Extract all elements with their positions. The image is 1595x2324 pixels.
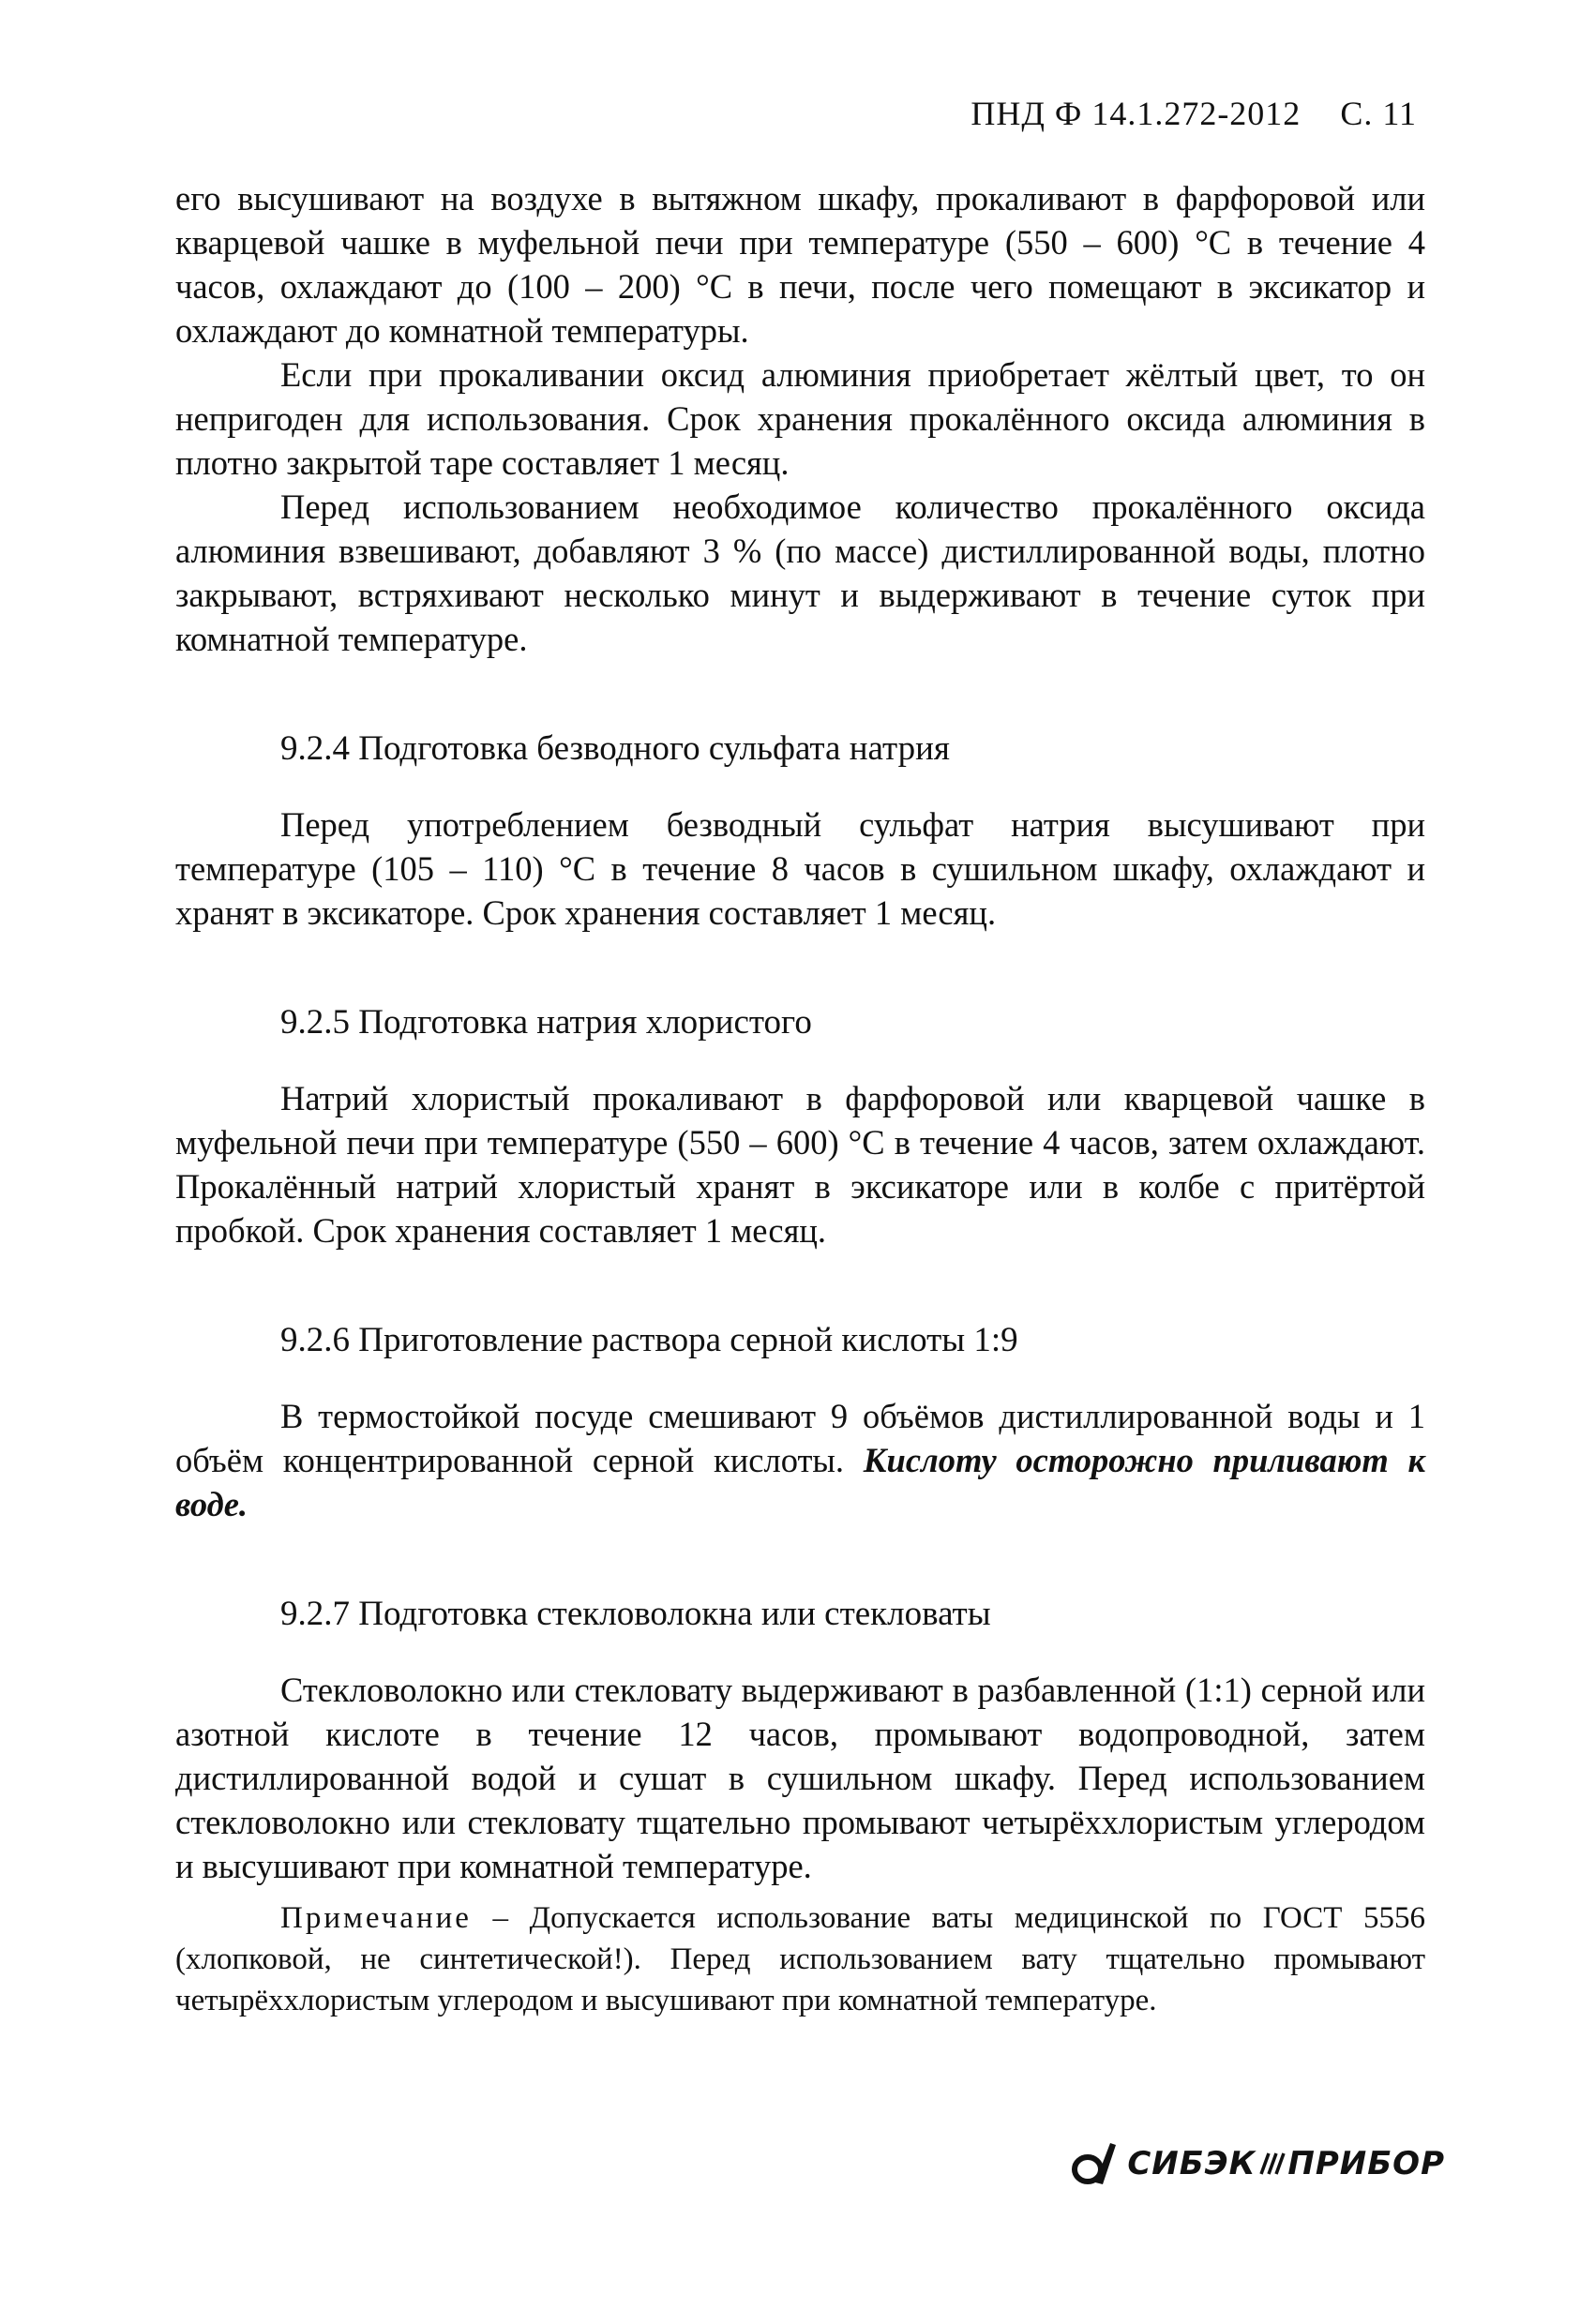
paragraph-continued: его высушивают на воздухе в вытяжном шкафу, прокаливают в фарфоровой или кварцевой чашке в муфельной печи при температуре (550 – 600) °С в течение 4 часов, охлаждают до (100 – 200) °С в печи, после чего помещают в эксикатор и охлаждают до комнатной температуры. — [175, 179, 1425, 350]
heading-9-2-7: 9.2.7 Подготовка стекловолокна или стекловаты — [280, 1595, 991, 1633]
heading-9-2-4: 9.2.4 Подготовка безводного сульфата натрия — [280, 729, 950, 768]
page-number: С. 11 — [1340, 95, 1417, 132]
note-text: – Допускается использование ваты медицинской по ГОСТ 5556 (хлопковой, не синтетической!). Перед использованием вату тщательно промывают четырёххлористым углеродом и высушивают при комнатной температуре. — [175, 1901, 1425, 2017]
paragraph-9-2-6 — [175, 1394, 1425, 1526]
heading-9-2-6: 9.2.6 Приготовление раствора серной кислоты 1:9 — [280, 1321, 1018, 1359]
document-code: ПНД Ф 14.1.272-2012 — [971, 95, 1302, 132]
paragraph-9-2-4: Перед употреблением безводный сульфат натрия высушивают при температуре (105 – 110) °С в течение 8 часов в сушильном шкафу, охлаждают и хранят в эксикаторе. Срок хранения составляет 1 месяц. — [175, 805, 1425, 932]
note-label: Примечание — [280, 1901, 472, 1935]
paragraph-9-2-7: Стекловолокно или стекловату выдерживают в разбавленной (1:1) серной или азотной кислоте в течение 12 часов, промывают водопроводной, затем дистиллированной водой и сушат в сушильном шкафу. Перед использованием стекловолокно или стекловату тщательно промывают четырёххлористым углеродом и высушивают при комнатной температуре. — [175, 1671, 1425, 1885]
paragraph-9-2-5: Натрий хлористый прокаливают в фарфоровой или кварцевой чашке в муфельной печи при температуре (550 – 600) °С в течение 4 часов, затем охлаждают. Прокалённый натрий хлористый хранят в эксикаторе или в колбе с притёртой пробкой. Срок хранения составляет 1 месяц. — [175, 1079, 1425, 1250]
paragraph-9-2-6-text: В термостойкой посуде смешивают 9 объёмов дистиллированной воды и 1 объём концентрированной серной кислоты. — [175, 1397, 1425, 1479]
note-paragraph — [175, 1897, 1425, 2021]
logo-text — [1127, 2145, 1445, 2182]
paragraph-yellow-color: Если при прокаливании оксид алюминия приобретает жёлтый цвет, то он непригоден для использования. Срок хранения прокалённого оксида алюминия в плотно закрытой таре составляет 1 месяц. — [175, 355, 1425, 482]
logo-text-part1: СИБЭК — [1127, 2145, 1256, 2182]
logo-text-part2: ПРИБОР — [1287, 2145, 1445, 2182]
heading-9-2-5: 9.2.5 Подготовка натрия хлористого — [280, 1003, 812, 1042]
page-body — [175, 176, 1425, 2021]
logo-waves-icon — [1256, 2150, 1287, 2178]
acid-warning: Кислоту осторожно приливают к воде. — [175, 1441, 1425, 1523]
paragraph-before-use: Перед использованием необходимое количество прокалённого оксида алюминия взвешивают, добавляют 3 % (по массе) дистиллированной воды, плотно закрывают, встряхивают несколько минут и выдерживают в течение суток при комнатной температуре. — [175, 487, 1425, 658]
company-logo — [1069, 2139, 1445, 2188]
page-header — [971, 94, 1417, 133]
logo-mark-icon — [1069, 2139, 1120, 2188]
